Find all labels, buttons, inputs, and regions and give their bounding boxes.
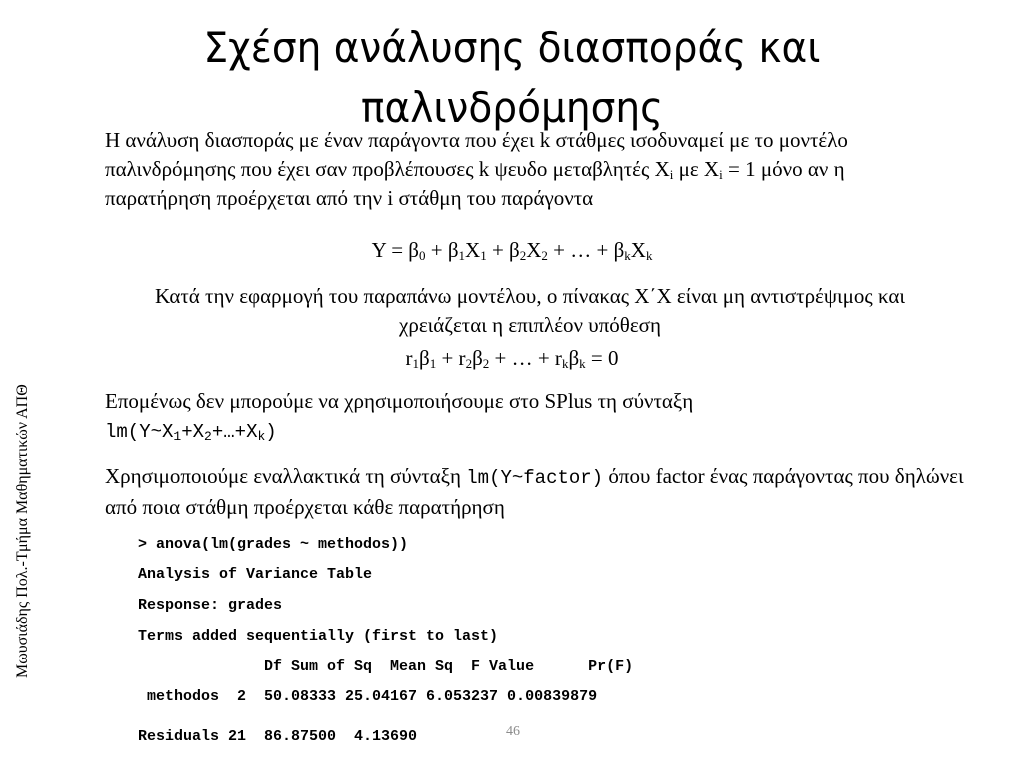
intro-sub-i: i (669, 167, 674, 182)
constraint-equation: $r_1\beta_1 + r_2\beta_2$ + … + $r_k\beta_k = 0$ (405, 346, 619, 371)
intro-text-3: = 1 μόνο αν η παρατήρηση προέρχεται από την i στάθμη του παράγοντα (105, 157, 845, 210)
splus-syntax-code: $lm(Y\sim X_1+X_2+\dots+X_k)$ (105, 421, 277, 444)
regression-equation: $Y = \beta_0 + \beta_1X_1 + \beta_2X_2$ + … + $\beta_kX_k$ (371, 238, 653, 263)
intro-paragraph (105, 126, 935, 213)
code-line-terms: Terms added sequentially (first to last) (138, 628, 499, 645)
splus-syntax-paragraph (105, 387, 985, 447)
intro-text-2: με X (673, 157, 720, 181)
factor-syntax-code: lm(Y~factor) (466, 467, 604, 489)
constraint-line-2: χρειάζεται η επιπλέον υπόθεση (399, 313, 661, 337)
intro-sub-i-2: i (719, 167, 723, 182)
constraint-line-1: Κατά την εφαρμογή του παραπάνω μοντέλου, ο πίνακας X΄X είναι μη αντιστρέψιμος και (154, 284, 906, 308)
code-line-response: Response: grades (138, 597, 283, 614)
factor-syntax-paragraph: Χρησιμοποιούμε εναλλακτικά τη σύνταξη lm(Y~factor) όπου factor ένας παράγοντας που δηλώνει από ποια στάθμη προέρχεται κάθε παρατήρηση (105, 464, 964, 519)
code-line-command: > anova(lm(grades ~ methodos)) (138, 536, 409, 553)
author-side-label: Μωυσιάδης Πολ.-Τμήμα Μαθηματικών ΑΠΘ (14, 384, 31, 678)
constraint-paragraph (60, 282, 1000, 340)
code-line-residuals: Residuals 21 86.87500 4.13690 (138, 728, 418, 745)
slide-title-line-2: παλινδρόμησης (360, 83, 664, 133)
slide-title (36, 23, 988, 138)
code-line-header: Df Sum of Sq Mean Sq F Value Pr(F) (138, 658, 634, 675)
slide-title-line-1: Σχέση ανάλυσης διασποράς και (203, 23, 821, 73)
code-line-methodos: methodos 2 50.08333 25.04167 6.053237 0.00839879 (138, 688, 598, 705)
splus-syntax-text: Επομένως δεν μπορούμε να χρησιμοποιήσουμε στο SPlus τη σύνταξη (105, 389, 694, 413)
page-number: 46 (506, 724, 520, 739)
intro-text-1: Η ανάλυση διασποράς με έναν παράγοντα που έχει k στάθμες ισοδυναμεί με το μοντέλο παλινδρόμησης που έχει σαν προβλέπουσες k ψευδο μεταβλητές X (105, 128, 848, 181)
code-line-table-title: Analysis of Variance Table (138, 566, 373, 583)
